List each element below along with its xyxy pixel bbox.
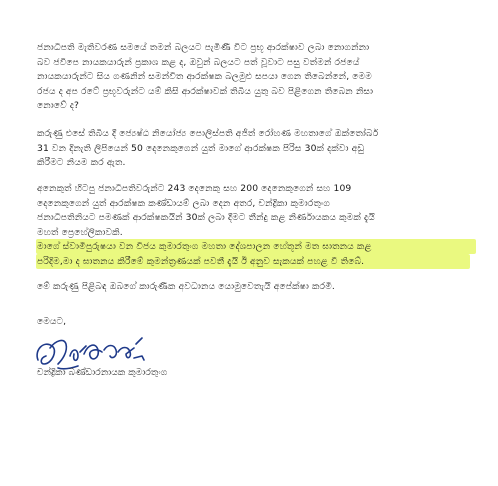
signatory-name: චන්ද්‍රිකා බණ්ඩාරනායක කුමාරතුංග (37, 367, 168, 378)
text-line: කරුණු එසේ තිබිය දී ජ්‍යෙෂ්ඨ නියෝජ්‍ය පොලිස්පති අජිත් රෝහණ මහතාගේ ඔක්තෝබර් (37, 128, 379, 139)
text-line: අනෙකුත් හිටපු ජනාධිපතිවරුන්ට 243 දෙනෙකු සහ 200 දෙනෙකුගෙන් සහ 109 (37, 183, 352, 194)
text-line: 31 වන දිනැති ලිපියෙන් 50 දෙනෙකුගෙන් යුත් මාගේ ආරක්ෂක පිරිස 30ක් දක්වා අඩු (37, 142, 365, 154)
text-line: නොවේ ද? (37, 100, 79, 111)
text-line: ජනාධිපතිනියට පමණක් ආරක්ෂකයින් 30ක් ලබා දීමට තීන්දු කළ නිර්ණායකය කුමක් දැයි (37, 212, 375, 223)
text-line: මහත් ප්‍රෙහේලිකාවකි. (37, 226, 123, 238)
closing-salutation: මෙයට, (37, 316, 66, 327)
text-line: මාගේ ස්වාමිපුරුෂයා වන විජය කුමාරතුංග මහතා දේශපාලන හේතූන් මත ඝාතනය කළ (37, 241, 372, 252)
paragraph-2 (37, 127, 473, 171)
paragraph-1 (37, 41, 473, 114)
text-line: මේ කරුණු පිළිබඳ ඔබගේ කාරුණික අවධානය යොමුවෙතැයි අපේක්ෂා කරමි. (37, 281, 335, 292)
text-line: දෙනෙකුගෙන් යුත් ආරක්ෂක කණ්ඩායම් ලබා දෙන අතර, චන්ද්‍රිකා කුමාරතුංග (37, 197, 331, 209)
text-line: නායකයාරුන්ට සිය ගණනින් සමන්විත ආරක්ෂක බලමුළු සපයා ගෙන තිබෙන්නේ, මෙම (37, 71, 372, 82)
text-line: රජය ද අප රටේ ප්‍රභූවරුන්ට යම් කිසි ආරක්ෂාවක් තිබිය යුතු බව පිළිගෙන තිබෙන නිසා (37, 85, 374, 97)
text-line: ජනාධිපති මැතිවරණ සමයේ තමන් බලයට පැමිණි විට ප්‍රභූ ආරක්ෂාව ලබා නොගන්නා (37, 42, 370, 53)
text-line: පරිදිම,මා ද ඝාතනය කිරීමේ කුමන්ත්‍රණයක් පවතී දැයි ඊ අනුව සැකයක් පහළ වී තිබේ. (37, 255, 365, 267)
text-line: කිරීමට නියම කර ඇත. (37, 157, 126, 168)
paragraph-3 (37, 182, 473, 240)
text-line: බව ජවිපෙ නායකයාරුන් ප්‍රකාශ කළ ද, ඔවුන් බලයට පත් වූවාට පසු වත්මන් රජයේ (37, 56, 360, 68)
paragraph-5 (37, 280, 473, 295)
paragraph-4-highlighted (37, 240, 473, 269)
